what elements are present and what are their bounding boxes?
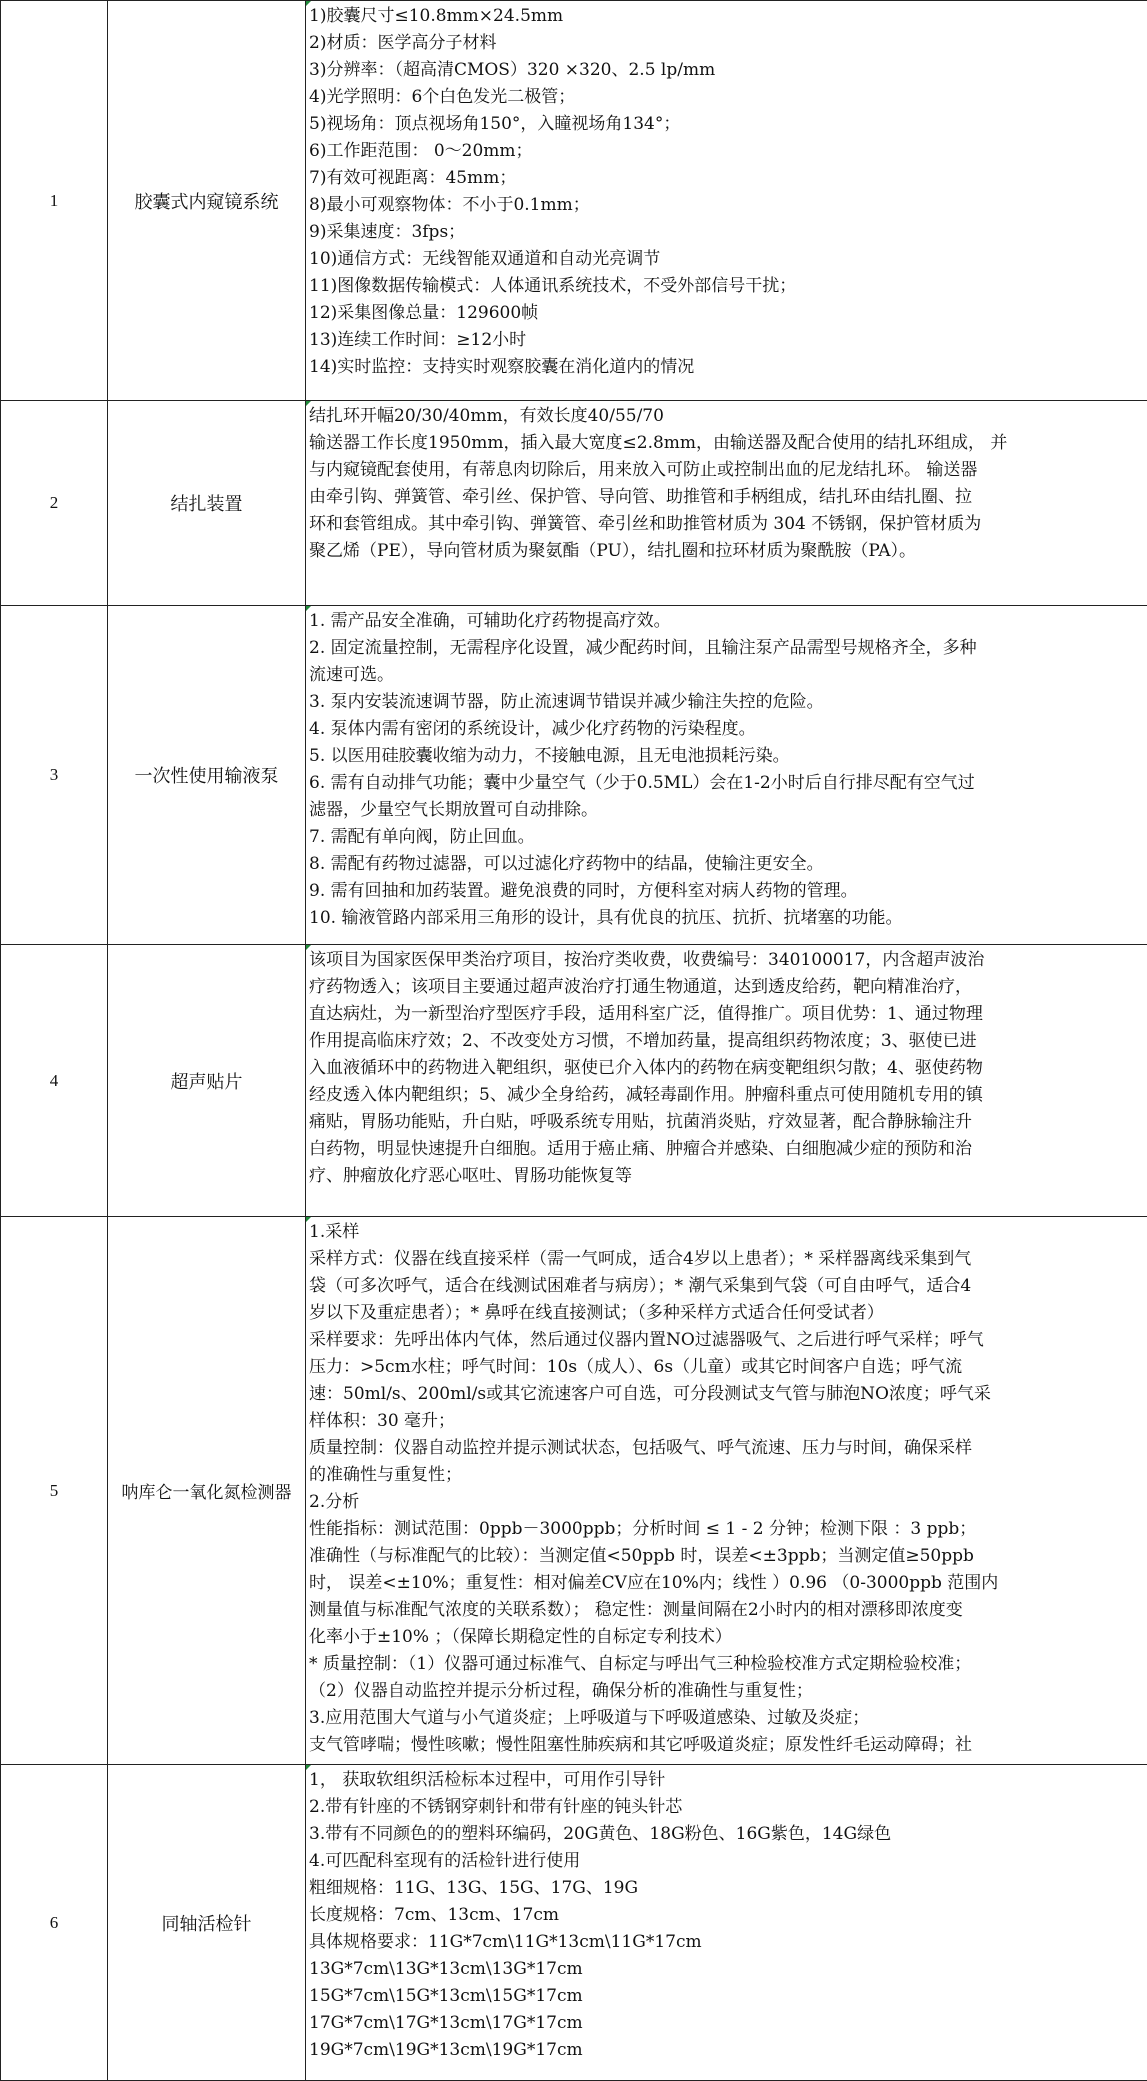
spec-line: 粗细规格：11G、13G、15G、17G、19G — [309, 1878, 639, 1898]
product-name: 呐库仑一氧化氮检测器 — [108, 1217, 306, 1765]
cell-marker — [306, 1217, 311, 1222]
spec-description — [306, 945, 1147, 1217]
spec-line: 4.可匹配科室现有的活检针进行使用 — [309, 1851, 581, 1871]
spec-line: * 质量控制：（1）仪器可通过标准气、自标定与呼出气三种检验校准方式定期检验校准； — [309, 1654, 972, 1674]
spec-line: 5)视场角：顶点视场角150°，入瞳视场角134°； — [309, 114, 681, 134]
table-row — [1, 945, 1147, 1217]
spec-line: 疗药物透入；该项目主要通过超声波治疗打通生物通道，达到透皮给药，靶向精准治疗， — [309, 977, 972, 997]
spec-line: 3)分辨率：（超高清CMOS）320 ×320、2.5 lp/mm — [309, 60, 716, 80]
spec-line: 1.采样 — [309, 1222, 360, 1242]
spec-line: 2.带有针座的不锈钢穿刺针和带有针座的钝头针芯 — [309, 1797, 683, 1817]
table-row — [1, 606, 1147, 945]
spec-line: 滤器，少量空气长期放置可自动排除。 — [309, 800, 598, 820]
spec-description — [306, 401, 1147, 606]
spec-line: 5. 以医用硅胶囊收缩为动力，不接触电源，且无电池损耗污染。 — [309, 746, 790, 766]
spec-description — [306, 1, 1147, 401]
product-name: 结扎装置 — [108, 401, 306, 606]
row-number: 2 — [1, 401, 108, 606]
spec-line: 10)通信方式：无线智能双通道和自动光亮调节 — [309, 249, 661, 269]
cell-marker — [306, 945, 311, 950]
spec-line: 白药物，明显快速提升白细胞。适用于癌止痛、肿瘤合并感染、白细胞减少症的预防和治 — [309, 1139, 972, 1159]
spec-line: 的准确性与重复性； — [309, 1465, 462, 1485]
spec-line: 4. 泵体内需有密闭的系统设计，减少化疗药物的污染程度。 — [309, 719, 756, 739]
spec-line: 性能指标：测试范围：0ppb－3000ppb；分析时间 ≤ 1 - 2 分钟；检测下限 ：3 ppb； — [309, 1519, 977, 1539]
spec-line: 具体规格要求：11G*7cm\11G*13cm\11G*17cm — [309, 1932, 702, 1952]
product-name: 超声贴片 — [108, 945, 306, 1217]
spec-line: 输送器工作长度1950mm，插入最大宽度≤2.8mm，由输送器及配合使用的结扎环组成， 并 — [309, 433, 1008, 453]
row-number: 5 — [1, 1217, 108, 1765]
spec-line: 由牵引钩、弹簧管、牵引丝、保护管、导向管、助推管和手柄组成，结扎环由结扎圈、拉 — [309, 487, 972, 507]
spec-line: 支气管哮喘；慢性咳嗽；慢性阻塞性肺疾病和其它呼吸道炎症；原发性纤毛运动障碍；社 — [309, 1735, 972, 1755]
table-row — [1, 401, 1147, 606]
cell-marker — [306, 401, 311, 406]
spec-line: 6. 需有自动排气功能；囊中少量空气（少于0.5ML）会在1-2小时后自行排尽配有空气过 — [309, 773, 975, 793]
spec-line: 8. 需配有药物过滤器，可以过滤化疗药物中的结晶，使输注更安全。 — [309, 854, 824, 874]
spec-line: 7. 需配有单向阀，防止回血。 — [309, 827, 535, 847]
spec-line: 速：50ml/s、200ml/s或其它流速客户可自选，可分段测试支气管与肺泡NO浓度；呼气采 — [309, 1384, 991, 1404]
spec-line: 3. 泵内安装流速调节器，防止流速调节错误并减少输注失控的危险。 — [309, 692, 824, 712]
spec-line: 质量控制：仪器自动监控并提示测试状态，包括吸气、呼气流速、压力与时间，确保采样 — [309, 1438, 972, 1458]
spec-line: 3.应用范围大气道与小气道炎症；上呼吸道与下呼吸道感染、过敏及炎症； — [309, 1708, 870, 1728]
spec-line: 直达病灶，为一新型治疗型医疗手段，适用科室广泛，值得推广。项目优势：1、通过物理 — [309, 1004, 983, 1024]
spec-line: 该项目为国家医保甲类治疗项目，按治疗类收费，收费编号：340100017，内含超声波治 — [309, 950, 985, 970]
spec-line: 经皮透入体内靶组织；5、减少全身给药，减轻毒副作用。肿瘤科重点可使用随机专用的镇 — [309, 1085, 983, 1105]
spec-line: 与内窥镜配套使用，有蒂息肉切除后，用来放入可防止或控制出血的尼龙结扎环。 输送器 — [309, 460, 978, 480]
product-name: 同轴活检针 — [108, 1765, 306, 2081]
spec-line: 测量值与标准配气浓度的关联系数）； 稳定性：测量间隔在2小时内的相对漂移即浓度变 — [309, 1600, 963, 1620]
spec-line: 聚乙烯（PE），导向管材质为聚氨酯（PU），结扎圈和拉环材质为聚酰胺（PA）。 — [309, 541, 916, 561]
spec-line: 9)采集速度：3fps； — [309, 222, 466, 242]
spec-line: 4)光学照明：6个白色发光二极管； — [309, 87, 576, 107]
spec-line: 1， 获取软组织活检标本过程中，可用作引导针 — [309, 1770, 666, 1790]
spec-line: 作用提高临床疗效；2、不改变处方习惯，不增加药量，提高组织药物浓度；3、驱使已进 — [309, 1031, 977, 1051]
spec-line: 14)实时监控：支持实时观察胶囊在消化道内的情况 — [309, 357, 695, 377]
spec-line: 8)最小可观察物体：不小于0.1mm； — [309, 195, 590, 215]
spec-line: 袋（可多次呼气，适合在线测试困难者与病房）；* 潮气采集到气袋（可自由呼气，适合4 — [309, 1276, 972, 1296]
spec-line: 时， 误差<±10%；重复性：相对偏差CV应在10%内；线性 ）0.96 （0-3000ppb 范围内 — [309, 1573, 999, 1593]
spec-line: 2. 固定流量控制，无需程序化设置，减少配药时间，且输注泵产品需型号规格齐全，多种 — [309, 638, 977, 658]
spec-line: 环和套管组成。其中牵引钩、弹簧管、牵引丝和助推管材质为 304 不锈钢，保护管材质为 — [309, 514, 982, 534]
row-number: 1 — [1, 1, 108, 401]
spec-line: 2.分析 — [309, 1492, 360, 1512]
spec-line: 17G*7cm\17G*13cm\17G*17cm — [309, 2013, 583, 2033]
spec-line: 痛贴，胃肠功能贴，升白贴，呼吸系统专用贴，抗菌消炎贴，疗效显著，配合静脉输注升 — [309, 1112, 972, 1132]
spec-line: 长度规格：7cm、13cm、17cm — [309, 1905, 560, 1925]
spec-line: 入血液循环中的药物进入靶组织，驱使已介入体内的药物在病变靶组织匀散；4、驱使药物 — [309, 1058, 983, 1078]
spec-line: 准确性（与标准配气的比较）：当测定值<50ppb 时，误差<±3ppb；当测定值≥50ppb — [309, 1546, 974, 1566]
spec-line: 11)图像数据传输模式：人体通讯系统技术，不受外部信号干扰； — [309, 276, 797, 296]
spec-line: 化率小于±10% ；（保障长期稳定性的自标定专利技术） — [309, 1627, 732, 1647]
spec-table-body — [1, 1, 1147, 2081]
spec-line: 6)工作距范围： 0～20mm； — [309, 141, 533, 161]
spec-line: 流速可选。 — [309, 665, 394, 685]
table-row — [1, 1217, 1147, 1765]
spec-line: 9. 需有回抽和加药装置。避免浪费的同时，方便科室对病人药物的管理。 — [309, 881, 858, 901]
product-name: 一次性使用输液泵 — [108, 606, 306, 945]
cell-marker — [306, 1765, 311, 1770]
row-number: 6 — [1, 1765, 108, 2081]
row-number: 3 — [1, 606, 108, 945]
spec-line: 13)连续工作时间：≥12小时 — [309, 330, 527, 350]
cell-marker — [306, 1, 311, 6]
spec-line: 压力：>5cm水柱；呼气时间：10s（成人）、6s（儿童）或其它时间客户自选；呼气流 — [309, 1357, 963, 1377]
spec-line: 1. 需产品安全准确，可辅助化疗药物提高疗效。 — [309, 611, 671, 631]
spec-description — [306, 606, 1147, 945]
spec-line: 19G*7cm\19G*13cm\19G*17cm — [309, 2040, 583, 2060]
spec-line: 岁以下及重症患者）；* 鼻呼在线直接测试；（多种采样方式适合任何受试者） — [309, 1303, 884, 1323]
table-row — [1, 1, 1147, 401]
spec-line: 采样方式：仪器在线直接采样（需一气呵成，适合4岁以上患者）；* 采样器离线采集到气 — [309, 1249, 972, 1269]
cell-marker — [306, 606, 311, 611]
spec-line: 结扎环开幅20/30/40mm，有效长度40/55/70 — [309, 406, 664, 426]
spec-line: 13G*7cm\13G*13cm\13G*17cm — [309, 1959, 583, 1979]
spec-line: 3.带有不同颜色的的塑料环编码，20G黄色、18G粉色、16G紫色，14G绿色 — [309, 1824, 892, 1844]
spec-line: 采样要求：先呼出体内气体，然后通过仪器内置NO过滤器吸气、之后进行呼气采样；呼气 — [309, 1330, 984, 1350]
product-name: 胶囊式内窥镜系统 — [108, 1, 306, 401]
spec-line: 12)采集图像总量：129600帧 — [309, 303, 539, 323]
spec-line: 疗、肿瘤放化疗恶心呕吐、胃肠功能恢复等 — [309, 1166, 632, 1186]
spec-description — [306, 1217, 1147, 1765]
spec-line: 15G*7cm\15G*13cm\15G*17cm — [309, 1986, 583, 2006]
spec-line: （2）仪器自动监控并提示分析过程，确保分析的准确性与重复性； — [309, 1681, 813, 1701]
spec-description — [306, 1765, 1147, 2081]
spec-line: 样体积：30 毫升； — [309, 1411, 456, 1431]
row-number: 4 — [1, 945, 108, 1217]
spec-line: 7)有效可视距离：45mm； — [309, 168, 517, 188]
spec-line: 2)材质：医学高分子材料 — [309, 33, 497, 53]
table-row — [1, 1765, 1147, 2081]
spec-line: 10. 输液管路内部采用三角形的设计，具有优良的抗压、抗折、抗堵塞的功能。 — [309, 908, 903, 928]
spec-line: 1)胶囊尺寸≤10.8mm×24.5mm — [309, 6, 564, 26]
